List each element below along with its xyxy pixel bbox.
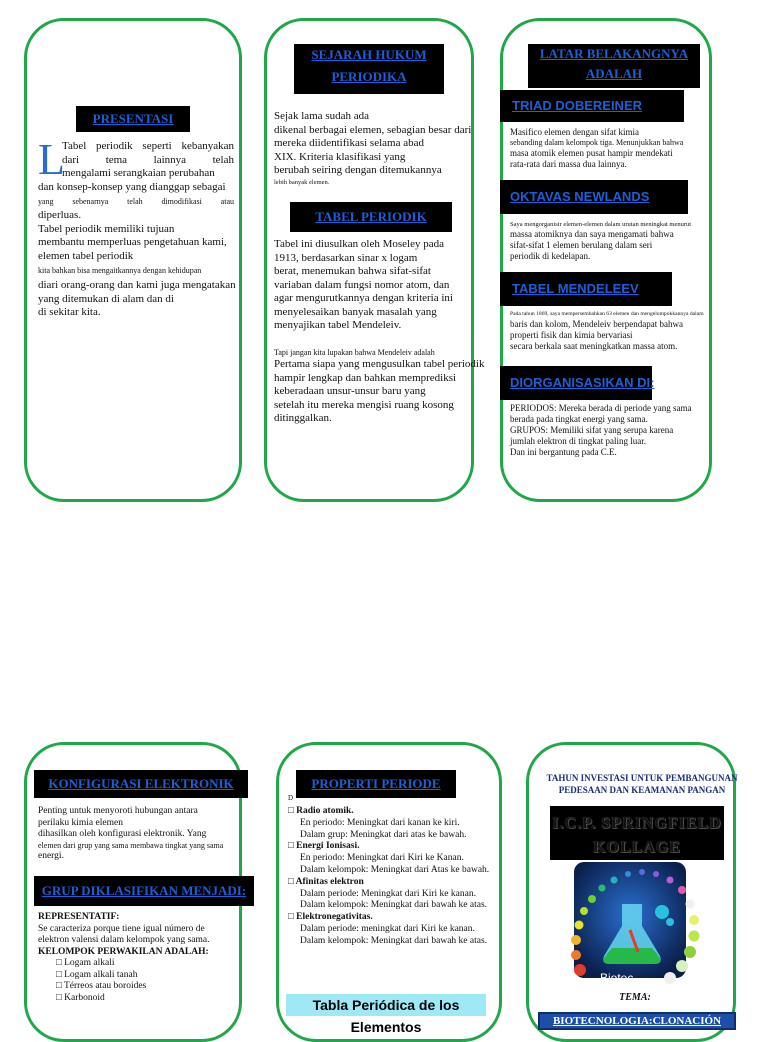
text-line: membantu memperluas pengetahuan kami, xyxy=(38,236,227,248)
text-line: elektron valensi dalam kelompok yang sama. xyxy=(38,935,210,945)
text-line: Saya mengorganisir elemen-elemen dalam urutan meningkat menurut xyxy=(510,221,692,228)
latar-heading xyxy=(528,44,700,88)
text-line: Pertama siapa yang mengusulkan tabel periodik xyxy=(274,358,485,370)
text-line: properti fisik dan kimia bervariasi xyxy=(510,330,633,340)
text-line: mengalami serangkaian perubahan xyxy=(62,167,215,179)
text-line: kita bahkan bisa mengaitkannya dengan kehidupan xyxy=(38,266,202,275)
text-line: baris dan kolom, Mendeleiv berpendapat bahwa xyxy=(510,319,683,329)
title-line: PEDESAAN DAN KEAMANAN PANGAN xyxy=(558,785,726,795)
property-item: □ Elektronegativitas. xyxy=(288,912,373,923)
text-line: PERIODOS: Mereka berada di periode yang sama xyxy=(510,403,692,413)
logo-line: I.C.P. SPRINGFIELD xyxy=(552,815,722,832)
text-line: energi. xyxy=(38,850,64,861)
text-line: jumlah elektron di tingkat paling luar. xyxy=(510,436,646,446)
diorganisasikan-text xyxy=(510,403,706,458)
triad-heading: TRIAD DOBEREINER xyxy=(500,90,684,122)
dropcap-letter: L xyxy=(38,135,65,184)
sejarah-heading xyxy=(294,44,444,94)
kelompok-item: □ Térreos atau boroides xyxy=(56,981,147,991)
text-line: agar mengurutkannya dengan kriteria ini xyxy=(274,292,453,304)
text-line: rata-rata dari massa dua lainnya. xyxy=(510,159,627,169)
text-line: keberadaan unsur-unsur baru yang xyxy=(274,385,426,397)
text-line: elemen tabel periodik xyxy=(38,249,134,262)
tabel-periodik-text xyxy=(274,238,488,333)
properti-list xyxy=(288,806,502,948)
text-line: hampir lengkap dan bahkan memprediksi xyxy=(274,371,457,384)
text-line: Se caracteriza porque tiene igual número de xyxy=(38,923,205,934)
school-logo-text xyxy=(550,812,724,860)
heading-line: PERIODIKA xyxy=(331,69,407,84)
text-line: Dalam kelompok: Meningkat dari Atas ke bawah. xyxy=(300,864,490,875)
text-line: yang sebenarnya telah dimodifikasi atau xyxy=(38,197,234,206)
text-line: Dan ini bergantung pada C.E. xyxy=(510,447,617,457)
text-line: masa atomik elemen pusat hampir mendekati xyxy=(510,148,673,158)
text-line: setelah itu mereka mengisi ruang kosong xyxy=(274,398,454,411)
cover-title xyxy=(540,772,744,796)
oktavas-text xyxy=(510,220,706,262)
text-line: massa atomiknya dan saya mengamati bahwa xyxy=(510,229,674,239)
list-item: Logam alkali xyxy=(64,958,115,968)
text-line: di sekitar kita. xyxy=(38,306,101,318)
text-line: berubah seiring dengan ditemukannya xyxy=(274,164,442,176)
text-line: yang ditemukan di alam dan di xyxy=(38,292,174,305)
logo-line: KOLLAGE xyxy=(593,839,681,856)
text-line: dikenal berbagai elemen, sebagian besar dari xyxy=(274,123,472,136)
heading-line: LATAR BELAKANGNYA xyxy=(539,46,689,61)
text-line: Tabel periodik seperti kebanyakan xyxy=(62,140,234,152)
text-line: En periodo: Meningkat dari Kiri ke Kanan. xyxy=(300,853,464,864)
text-line: Dalam kelompok: Meningkat dari bawah ke atas. xyxy=(300,900,488,911)
text-line: elemen dari grup yang sama membawa tingkat yang sama xyxy=(38,840,224,850)
text-line: Masifico elemen dengan sifat kimia xyxy=(510,127,639,137)
text-line: diari orang-orang dan kami juga mengatakan xyxy=(38,279,236,291)
text-line: Pada tahun 1869, saya mempersembahkan 63 elemen dan mengelompokkannya dalam xyxy=(510,311,704,317)
text-line: Dalam kelompok: Meningkat dari bawah ke atas. xyxy=(300,935,488,946)
text-line: variaban dalam fungsi nomor atom, dan xyxy=(274,278,450,291)
text-line: Penting untuk menyoroti hubungan antara xyxy=(38,806,198,816)
konfigurasi-heading: KONFIGURASI ELEKTRONIK xyxy=(34,770,248,798)
properti-heading: PROPERTI PERIODE xyxy=(296,770,456,798)
kelompok-item: □ Karbonoid xyxy=(56,992,105,1003)
property-item: □ Afinitas elektron xyxy=(288,876,364,887)
text-line: dihasilkan oleh konfigurasi elektronik. Yang xyxy=(38,829,207,839)
kelompok-item: □ Logam alkali tanah xyxy=(56,969,138,980)
grup-text xyxy=(38,912,248,1004)
mendeleiv-text xyxy=(274,348,488,426)
text-line: Tapi jangan kita lupakan bahwa Mendeleiv adalah xyxy=(274,348,435,357)
sejarah-intro xyxy=(274,110,484,187)
text-line: periodik di kedelapan. xyxy=(510,251,591,261)
text-line: GRUPOS: Memiliki sifat yang serupa karena xyxy=(510,425,674,435)
text-line: Sejak lama sudah ada xyxy=(274,110,369,122)
tabel-periodik-heading: TABEL PERIODIK xyxy=(290,202,452,232)
biotecnologia-bar: BIOTECNOLOGIA:CLONACIÓN xyxy=(538,1012,736,1030)
text-line: perilaku kimia elemen xyxy=(38,817,123,828)
title-line: TAHUN INVESTASI UNTUK PEMBANGUNAN xyxy=(546,773,738,783)
text-line: dan konsep-konsep yang dianggap sebagai xyxy=(38,180,226,193)
property-name: Elektronegativitas. xyxy=(296,912,373,923)
list-item: Térreos atau boroides xyxy=(63,981,147,991)
text-line: secara berkala saat meningkatkan massa atom. xyxy=(510,341,678,351)
mendeleev-heading: TABEL MENDELEEV xyxy=(500,272,672,306)
stray-letter: D xyxy=(288,794,294,802)
oktavas-heading: OKTAVAS NEWLANDS xyxy=(500,180,688,214)
mendeleev-text xyxy=(510,310,706,352)
tema-label: TEMA: xyxy=(619,992,651,1003)
list-item: Logam alkali tanah xyxy=(64,969,138,980)
heading-line: SEJARAH HUKUM xyxy=(311,47,427,62)
text-line: menyelesaikan banyak masalah yang xyxy=(274,305,437,318)
property-name: Energi Ionisasi. xyxy=(296,841,360,852)
diorganisasikan-heading: DIORGANISASIKAN DI: xyxy=(500,366,652,400)
text-line: Tabel ini diusulkan oleh Moseley pada xyxy=(274,238,444,250)
kelompok-item: □ Logam alkali xyxy=(56,958,115,968)
text-line: lebih banyak elemen. xyxy=(274,178,330,186)
heading-line: ADALAH xyxy=(585,66,643,81)
text-line: berat, menemukan bahwa sifat-sifat xyxy=(274,265,431,277)
text-line: mereka diidentifikasi selama abad xyxy=(274,137,424,149)
text-line: dari tema lainnya telah xyxy=(62,153,234,166)
text-line: Dalam grup: Meningkat dari atas ke bawah. xyxy=(300,829,467,840)
text-line: menyajikan tabel Mendeleiv. xyxy=(274,319,402,331)
grup-heading: GRUP DIKLASIFIKAN MENJADI: xyxy=(34,876,254,906)
property-name: Radio atomik. xyxy=(296,806,354,816)
biotec-logo-icon xyxy=(570,860,702,988)
property-name: Afinitas elektron xyxy=(295,876,364,887)
representatif-title: REPRESENTATIF: xyxy=(38,912,120,922)
text-line: Dalam periode: meningkat dari Kiri ke kanan. xyxy=(300,923,475,934)
text-line: 1913, berdasarkan sinar x logam xyxy=(274,251,418,264)
presentasi-text xyxy=(38,135,236,320)
text-line: Dalam periode: Meningkat dari Kiri ke kanan. xyxy=(300,888,476,899)
text-line: diperluas. xyxy=(38,209,82,221)
property-item: □ Radio atomik. xyxy=(288,806,354,816)
text-line: En periodo: Meningkat dari kanan ke kiri. xyxy=(300,817,460,828)
text-line: ditinggalkan. xyxy=(274,412,332,424)
property-item: □ Energi Ionisasi. xyxy=(288,841,360,852)
text-line: XIX. Kriteria klasifikasi yang xyxy=(274,150,406,163)
biotec-label: Biotec xyxy=(600,971,634,985)
text-line: sifat-sifat 1 elemen berulang dalam seri xyxy=(510,240,653,250)
text-line: berada pada tingkat energi yang sama. xyxy=(510,414,648,424)
triad-text xyxy=(510,127,706,170)
konfigurasi-text xyxy=(38,806,242,862)
list-item: Karbonoid xyxy=(64,992,105,1003)
text-line: Tabel periodik memiliki tujuan xyxy=(38,222,175,235)
text-line: sebanding dalam kelompok tiga. Menunjukkan bahwa xyxy=(510,138,684,147)
tabla-periodica-banner: Tabla Periódica de los Elementos xyxy=(286,994,486,1016)
kelompok-title: KELOMPOK PERWAKILAN ADALAH: xyxy=(38,946,209,957)
presentasi-heading: PRESENTASI xyxy=(76,106,190,132)
